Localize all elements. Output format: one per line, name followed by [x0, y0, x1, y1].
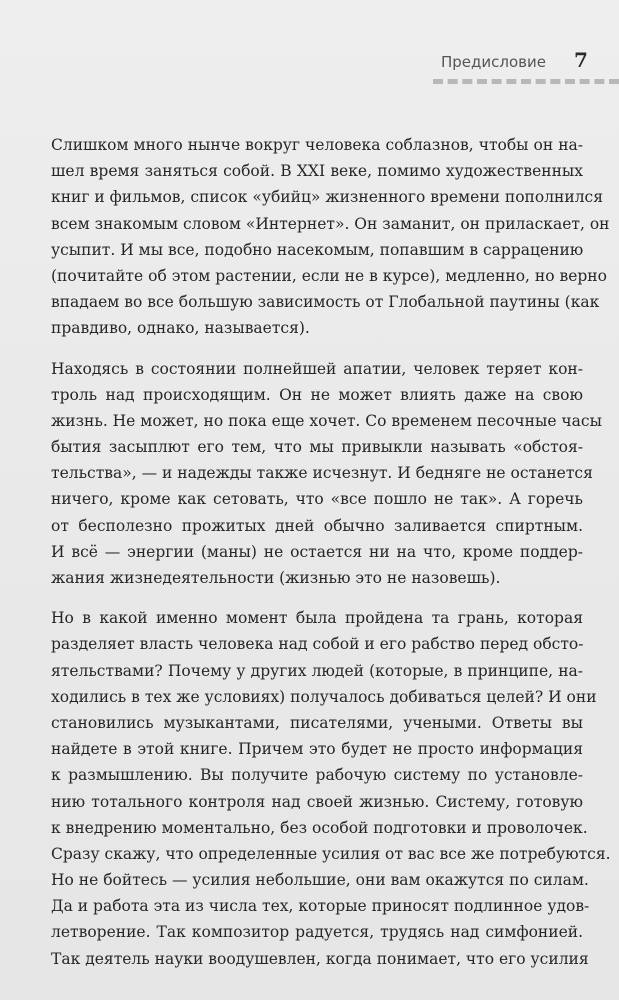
text-line: Но не бойтесь — усилия небольшие, они вам окажутся по силам. — [51, 871, 589, 890]
text-line: троль над происходящим. Он не может влиять даже на свою — [51, 385, 583, 404]
page-number: 7 — [574, 48, 588, 72]
text-line: нию тотального контроля над своей жизнью. Систему, готовую — [51, 792, 583, 811]
paragraph — [51, 356, 602, 592]
text-line: к размышлению. Вы получите рабочую систему по установле- — [51, 766, 583, 785]
text-line: Так деятель науки воодушевлен, когда понимает, что его усилия — [51, 949, 589, 968]
paragraph — [51, 605, 611, 972]
text-line: правдиво, однако, называется). — [51, 319, 310, 338]
text-line: Сразу скажу, что определенные усилия от вас все же потребуются. — [51, 844, 611, 863]
text-line: бытия засыплют его тем, что мы привыкли называть «обстоя- — [51, 438, 583, 457]
text-line: ничего, кроме как сетовать, что «все пошло не так». А горечь — [51, 490, 583, 509]
text-line: тельства», — и надежды также исчезнут. И бедняге не останется — [51, 464, 593, 483]
text-line: (почитайте об этом растении, если не в курсе), медленно, но верно — [51, 266, 607, 285]
text-line: книг и фильмов, список «убийц» жизненного времени пополнился — [51, 188, 604, 207]
text-line: всем знакомым словом «Интернет». Он заманит, он приласкает, он — [51, 214, 610, 233]
body-text — [51, 132, 611, 986]
text-line: шел время заняться собой. В XXI веке, помимо художественных — [51, 162, 583, 181]
text-line: Но в какой именно момент была пройдена та грань, которая — [51, 609, 583, 628]
text-line: усыпит. И мы все, подобно насекомым, попавшим в саррацению — [51, 240, 584, 259]
text-line: впадаем во все большую зависимость от Глобальной паутины (как — [51, 293, 600, 312]
text-line: Слишком много нынче вокруг человека соблазнов, чтобы он на- — [51, 136, 583, 154]
text-line: становились музыкантами, писателями, учеными. Ответы вы — [51, 713, 583, 732]
text-line: ятельствами? Почему у других людей (которые, в принципе, на- — [51, 661, 583, 680]
running-header-section: Предисловие — [441, 53, 546, 71]
text-line: ходились в тех же условиях) получалось добиваться целей? И они — [51, 687, 597, 706]
text-line: летворение. Так композитор радуется, трудясь над симфонией. — [51, 923, 583, 942]
text-line: Находясь в состоянии полнейшей апатии, человек теряет кон- — [51, 359, 583, 378]
text-line: разделяет власть человека над собой и его рабство перед обсто- — [51, 635, 584, 654]
header-dashed-rule — [433, 79, 619, 84]
text-line: от бесполезно прожитых дней обычно заливается спиртным. — [51, 516, 583, 535]
paragraph — [51, 132, 610, 342]
text-line: найдете в этой книге. Причем это будет не просто информация — [51, 740, 583, 759]
text-line: жания жизнедеятельности (жизнью это не назовешь). — [51, 569, 501, 587]
text-line: И всё — энергии (маны) не остается ни на что, кроме поддер- — [51, 542, 583, 561]
text-line: жизнь. Не может, но пока еще хочет. Со временем песочные часы — [51, 411, 602, 430]
text-line: к внедрению моментально, без особой подготовки и проволочек. — [51, 818, 588, 837]
text-line: Да и работа эта из числа тех, которые приносят подлинное удов- — [51, 897, 590, 916]
